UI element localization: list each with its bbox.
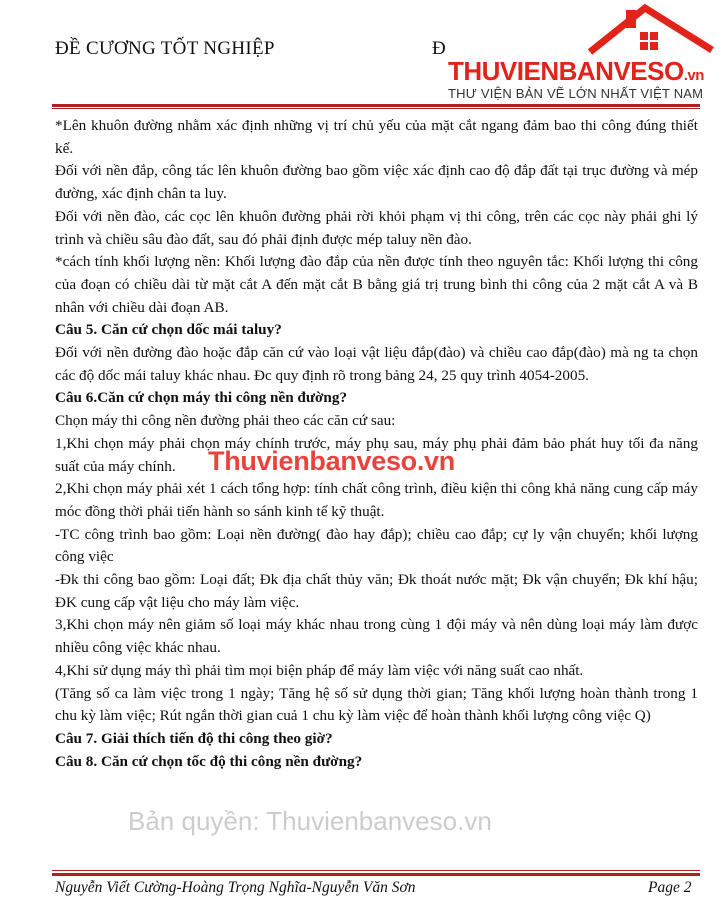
body-paragraph: 2,Khi chọn máy phải xét 1 cách tổng hợp: tính chất công trình, điều kiện thi công khả năng cung cấp máy móc đồng thời phải tiến hành so sánh kinh tế kỹ thuật.: [55, 480, 698, 520]
question-heading: Câu 5. Căn cứ chọn dốc mái taluy?: [55, 321, 282, 339]
logo-brand-name: THUVIENBANVESO: [448, 56, 684, 86]
body-paragraph: *Lên khuôn đường nhằm xác định những vị trí chủ yếu của mặt cắt ngang đảm bao thi công đúng thiết kế.: [55, 117, 698, 157]
house-roof-icon: [440, 0, 722, 60]
header-partial-glyph: Đ: [432, 38, 446, 59]
footer-page-number: Page 2: [648, 879, 692, 896]
logo-brand: [448, 56, 704, 87]
logo-tagline: THƯ VIỆN BẢN VẼ LỚN NHẤT VIỆT NAM: [448, 86, 704, 101]
body-paragraph: 3,Khi chọn máy nên giảm số loại máy khác nhau trong cùng 1 đội máy và nên dùng loại máy làm được nhiều công việc khác nhau.: [55, 616, 698, 657]
footer-authors: Nguyễn Viết Cường-Hoàng Trọng Nghĩa-Nguyễn Văn Sơn: [55, 879, 416, 896]
question-heading: Câu 6.Căn cứ chọn máy thi công nền đường?: [55, 389, 348, 407]
body-paragraph: Đối với nền đắp, công tác lên khuôn đường bao gồm việc xác định cao độ đắp đất tại trục đường và mép đường, xác định chân ta luy.: [55, 162, 698, 203]
watermark-middle: Thuvienbanveso.vn: [208, 446, 455, 476]
body-paragraph: *cách tính khối lượng nền: Khối lượng đào đắp của nền được tính theo nguyên tắc: Khối lượng thi công của đoạn có chiều dài từ mặt cắt A đến mặt cắt B bằng giá trị trung bình thi công của 2 mặt cắt A và B nhân với chiều dài đoạn AB.: [55, 253, 698, 316]
footer-rule: [52, 873, 700, 876]
watermark-bottom: Bản quyền: Thuvienbanveso.vn: [128, 806, 492, 836]
header-rule-thin: [52, 108, 700, 109]
body-paragraph: 4,Khi sử dụng máy thì phải tìm mọi biện pháp để máy làm việc với năng suất cao nhất.: [55, 661, 584, 679]
site-logo[interactable]: [440, 0, 722, 110]
body-paragraph: 1,Khi chọn máy phải chọn máy chính trước, máy phụ sau, máy phụ phải đảm bảo phát huy tối đa năng suất của máy chính.: [55, 434, 698, 475]
body-paragraph: Đối với nền đào, các cọc lên khuôn đường phải rời khỏi phạm vị thi công, trên các cọc này phải ghi lý trình và chiều sâu đào đất, sau đó phải định được mép taluy nền đào.: [55, 207, 698, 248]
logo-brand-suffix: .vn: [683, 67, 704, 84]
body-paragraph: Chọn máy thi công nền đường phải theo các căn cứ sau:: [55, 412, 396, 430]
body-paragraph: -TC công trình bao gồm: Loại nền đường( đào hay đắp); chiều cao đắp; cự ly vận chuyển; khối lượng công việc: [55, 525, 698, 566]
body-paragraph: (Tăng số ca làm việc trong 1 ngày; Tăng hệ số sử dụng thời gian; Tăng khối lượng hoàn thành trong 1 chu kỳ làm việc; Rút ngắn thời gian cuả 1 chu kỳ làm việc để hoàn thành khối lượng công việc Q): [55, 684, 698, 725]
header-rule: [52, 104, 700, 107]
document-body: [55, 115, 698, 773]
body-paragraph: Đối với nền đường đào hoặc đắp căn cứ vào loại vật liệu đắp(đào) và chiều cao đắp(đào) mà ng ta chọn các độ dốc mái taluy khác nhau. Đc quy định rõ trong bảng 24, 25 quy trình 4054-2005.: [55, 344, 698, 384]
question-heading: Câu 7. Giải thích tiến độ thi công theo giờ?: [55, 729, 333, 747]
footer-rule-thin: [52, 870, 700, 871]
header-title: ĐỀ CƯƠNG TỐT NGHIỆP: [55, 38, 275, 59]
body-paragraph: -Đk thi công bao gồm: Loại đất; Đk địa chất thủy văn; Đk thoát nước mặt; Đk vận chuyển; Đk khí hậu; ĐK cung cấp vật liệu cho máy làm việc.: [55, 571, 698, 611]
question-heading: Câu 8. Căn cứ chọn tốc độ thi công nền đường?: [55, 752, 363, 770]
